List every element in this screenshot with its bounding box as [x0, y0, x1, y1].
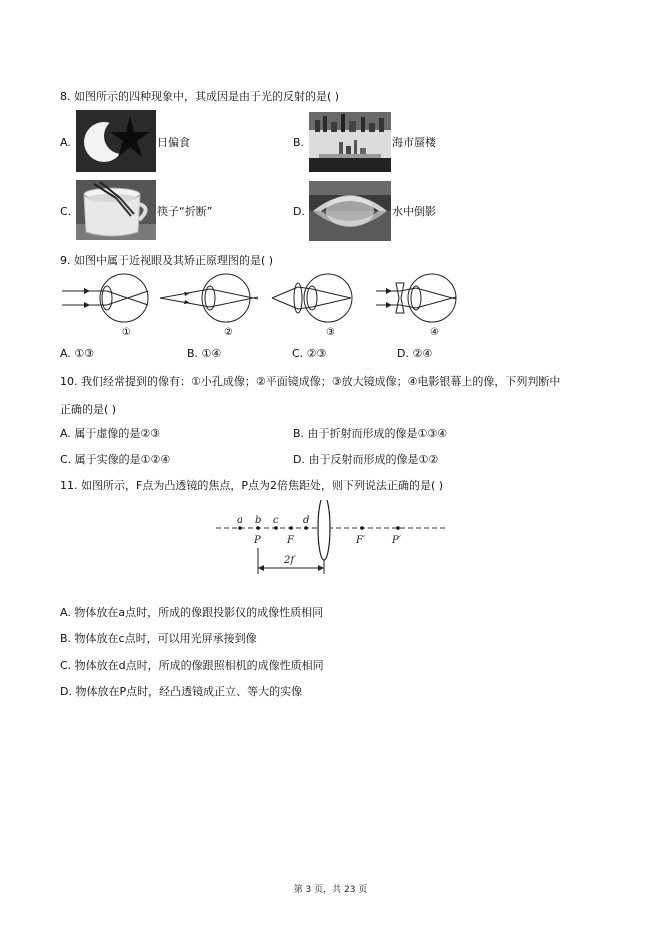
solar-eclipse-image: [76, 110, 156, 172]
eye-diagram-label-1: ①: [122, 327, 131, 338]
label-d: d: [303, 515, 310, 526]
q11-option-c: C. 物体放在d点时，所成的像跟照相机的成像性质相同: [60, 659, 324, 672]
eye-diagram-3: [272, 274, 352, 322]
q11-stem: 11. 如图所示，F点为凸透镜的焦点，P点为2倍焦距处，则下列说法正确的是( ): [60, 479, 444, 492]
point-d: [304, 526, 308, 530]
q9-option-b: B. ①④: [187, 347, 222, 360]
label-a: a: [237, 515, 243, 526]
point-b: [256, 526, 260, 530]
eye-diagram-label-4: ④: [430, 327, 439, 338]
q9-option-a: A. ①③: [60, 347, 95, 360]
q10-option-c: C. 属于实像的是①②④: [60, 453, 171, 466]
convex-lens: [318, 500, 330, 560]
q8-option-a-letter: A.: [60, 136, 71, 149]
q9-option-d: D. ②④: [397, 347, 433, 360]
q8-option-d-caption: 水中倒影: [392, 205, 436, 218]
q8-option-b-caption: 海市蜃楼: [392, 136, 436, 149]
bridge-reflection-image: [309, 181, 391, 241]
label-f: F: [287, 535, 294, 546]
q8-option-c-caption: 筷子“折断”: [157, 205, 213, 218]
page-footer: 第 3 页，共 23 页: [293, 885, 368, 895]
point-c: [274, 526, 278, 530]
eye-diagram-4: [376, 274, 456, 322]
q8-option-c-letter: C.: [60, 205, 72, 218]
chopsticks-in-cup-image: [76, 180, 156, 240]
label-p-prime: P′: [392, 535, 401, 546]
label-p: P: [254, 535, 261, 546]
q8-stem: 8. 如图所示的四种现象中，其成因是由于光的反射的是( ): [60, 90, 340, 103]
q10-option-b: B. 由于折射而形成的像是①③④: [293, 427, 448, 440]
q8-option-b-letter: B.: [293, 136, 305, 149]
q9-stem: 9. 如图中属于近视眼及其矫正原理图的是( ): [60, 254, 274, 267]
q9-option-c: C. ②③: [292, 347, 327, 360]
q10-option-a: A. 属于虚像的是②③: [60, 427, 161, 440]
eye-diagram-label-3: ③: [326, 327, 335, 338]
point-p-prime: [396, 526, 400, 530]
point-f: [289, 526, 293, 530]
q8-option-d-letter: D.: [293, 205, 305, 218]
q11-option-b: B. 物体放在c点时，可以用光屏承接到像: [60, 632, 257, 645]
q10-option-d: D. 由于反射而形成的像是①②: [293, 453, 439, 466]
eye-diagrams: [60, 273, 480, 341]
point-f-prime: [360, 526, 364, 530]
eye-diagram-1: [62, 274, 148, 322]
q11-option-d: D. 物体放在P点时，经凸透镜成正立、等大的实像: [60, 685, 303, 698]
mirage-image: [309, 112, 391, 172]
label-c: c: [273, 515, 279, 526]
q11-option-a: A. 物体放在a点时，所成的像跟投影仪的成像性质相同: [60, 606, 324, 619]
label-2f: 2f: [284, 555, 295, 566]
eye-diagram-label-2: ②: [224, 327, 233, 338]
label-f-prime: F′: [356, 535, 366, 546]
q8-option-a-caption: 日偏食: [157, 136, 190, 149]
eye-diagram-2: [160, 274, 258, 322]
point-a: [238, 526, 242, 530]
q10-stem-line1: 10. 我们经常提到的像有：①小孔成像；②平面镜成像；③放大镜成像；④电影银幕上的像，下列判断中: [60, 375, 561, 388]
label-b: b: [255, 515, 262, 526]
q10-stem-line2: 正确的是( ): [60, 403, 117, 416]
convex-lens-diagram: [214, 500, 448, 582]
